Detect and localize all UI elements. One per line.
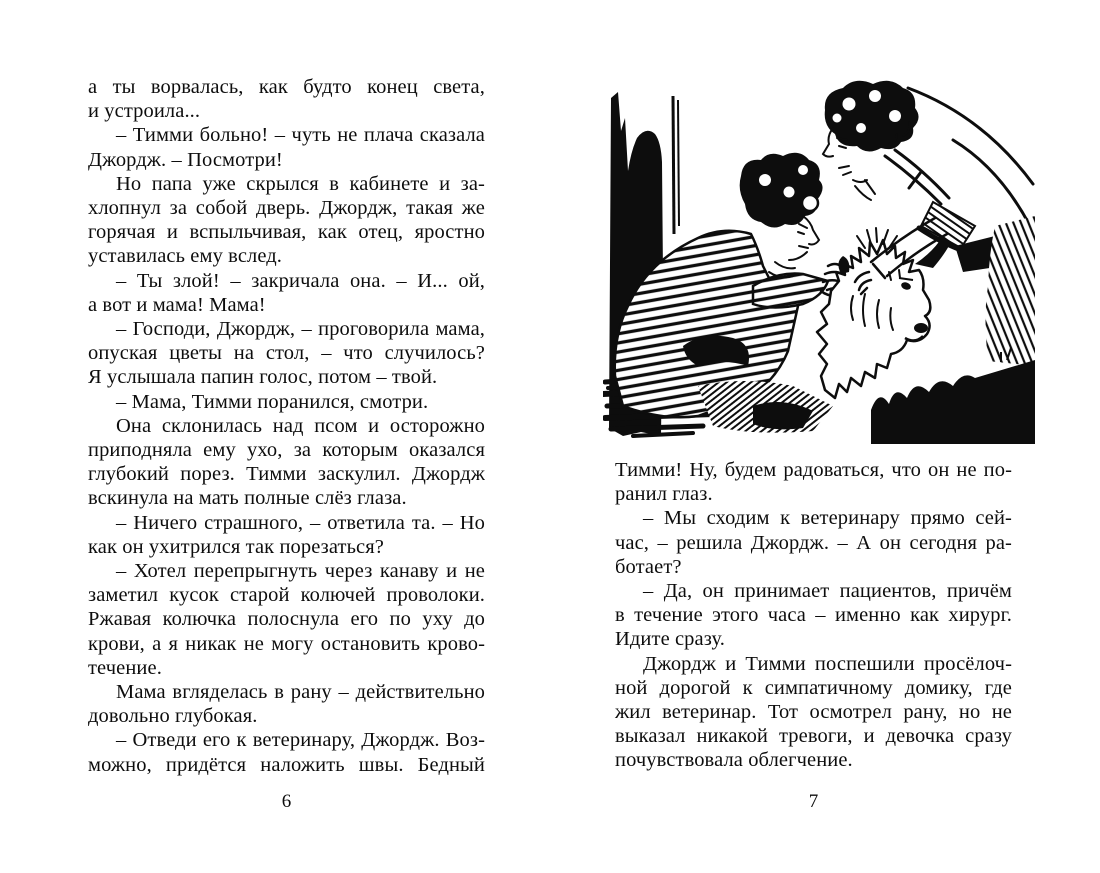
text-line: и устроила... (88, 100, 201, 123)
text-line: почувствовала облегчение. (615, 749, 853, 772)
text-line: глубокий порез. Тимми заскулил. Джордж (88, 463, 485, 486)
text-line: Она склонилась над псом и осторожно (116, 414, 485, 437)
text-line: течение. (88, 656, 162, 679)
text-line: хлопнул за собой дверь. Джордж, такая же (88, 197, 485, 220)
text-line: ботает? (615, 555, 682, 578)
page-number-left: 6 (281, 791, 292, 812)
illustration-drawing (603, 76, 1035, 444)
text-line: в течение этого часа – именно как хирург. (615, 604, 1012, 627)
text-line: Ржавая колючка полоснула его по уху до (88, 608, 485, 631)
text-line: а вот и мама! Мама! (88, 293, 266, 316)
text-line: как он ухитрился так порезаться? (88, 535, 384, 558)
text-line: опуская цветы на стол, – что случилось? (88, 342, 485, 365)
text-line: – Ты злой! – закричала она. – И... ой, (116, 269, 485, 292)
text-line: Джордж и Тимми поспешили просёлоч- (643, 652, 1012, 675)
text-line: жил ветеринар. Тот осмотрел рану, но не (615, 701, 1012, 724)
text-line: приподняла ему ухо, за которым оказался (88, 439, 485, 462)
text-line: горячая и вспыльчивая, как отец, яростно (88, 221, 485, 244)
text-line: Идите сразу. (615, 628, 726, 651)
text-line: выказал никакой тревоги, и девочка сразу (615, 725, 1012, 748)
dog-figure (817, 228, 930, 398)
text-line: – Хотел перепрыгнуть через канаву и не (116, 560, 485, 583)
text-line: Джордж. – Посмотри! (88, 148, 283, 171)
text-line: Мама вгляделась в рану – действительно (116, 681, 485, 704)
text-line: ной дорогой к симпатичному домику, где (615, 676, 1012, 699)
text-line: можно, придётся наложить швы. Бедный (88, 753, 485, 776)
text-line: – Ничего страшного, – ответила та. – Но (116, 511, 485, 534)
text-line: – Тимми больно! – чуть не плача сказала (116, 124, 485, 147)
text-line: Я услышала папин голос, потом – твой. (88, 366, 438, 389)
book-illustration (603, 76, 1035, 444)
text-line: час, – решила Джордж. – А он сегодня ра- (615, 531, 1012, 554)
text-line: заметил кусок старой колючей проволоки. (88, 584, 485, 607)
text-line: ранил глаз. (615, 483, 713, 506)
text-line: довольно глубокая. (88, 705, 258, 728)
text-line: – Отведи его к ветеринару, Джордж. Воз- (116, 729, 485, 752)
right-page-text (615, 458, 1012, 773)
text-line: Тимми! Ну, будем радоваться, что он не по- (615, 459, 1012, 481)
text-line: а ты ворвалась, как будто конец света, (88, 76, 485, 98)
page-number-right: 7 (808, 791, 819, 812)
left-page-text (88, 75, 485, 777)
text-line: вскинула на мать полные слёз глаза. (88, 487, 407, 510)
text-line: Но папа уже скрылся в кабинете и за- (116, 172, 485, 195)
text-line: – Да, он принимает пациентов, причём (643, 580, 1012, 603)
side-hatching (986, 216, 1036, 366)
text-line: – Мама, Тимми поранился, смотри. (116, 390, 429, 413)
text-line: – Господи, Джордж, – проговорила мама, (116, 318, 485, 341)
text-line: уставилась ему вслед. (88, 245, 283, 268)
text-line: – Мы сходим к ветеринару прямо сей- (643, 507, 1012, 530)
text-line: крови, а я никак не могу остановить крово- (88, 632, 485, 655)
